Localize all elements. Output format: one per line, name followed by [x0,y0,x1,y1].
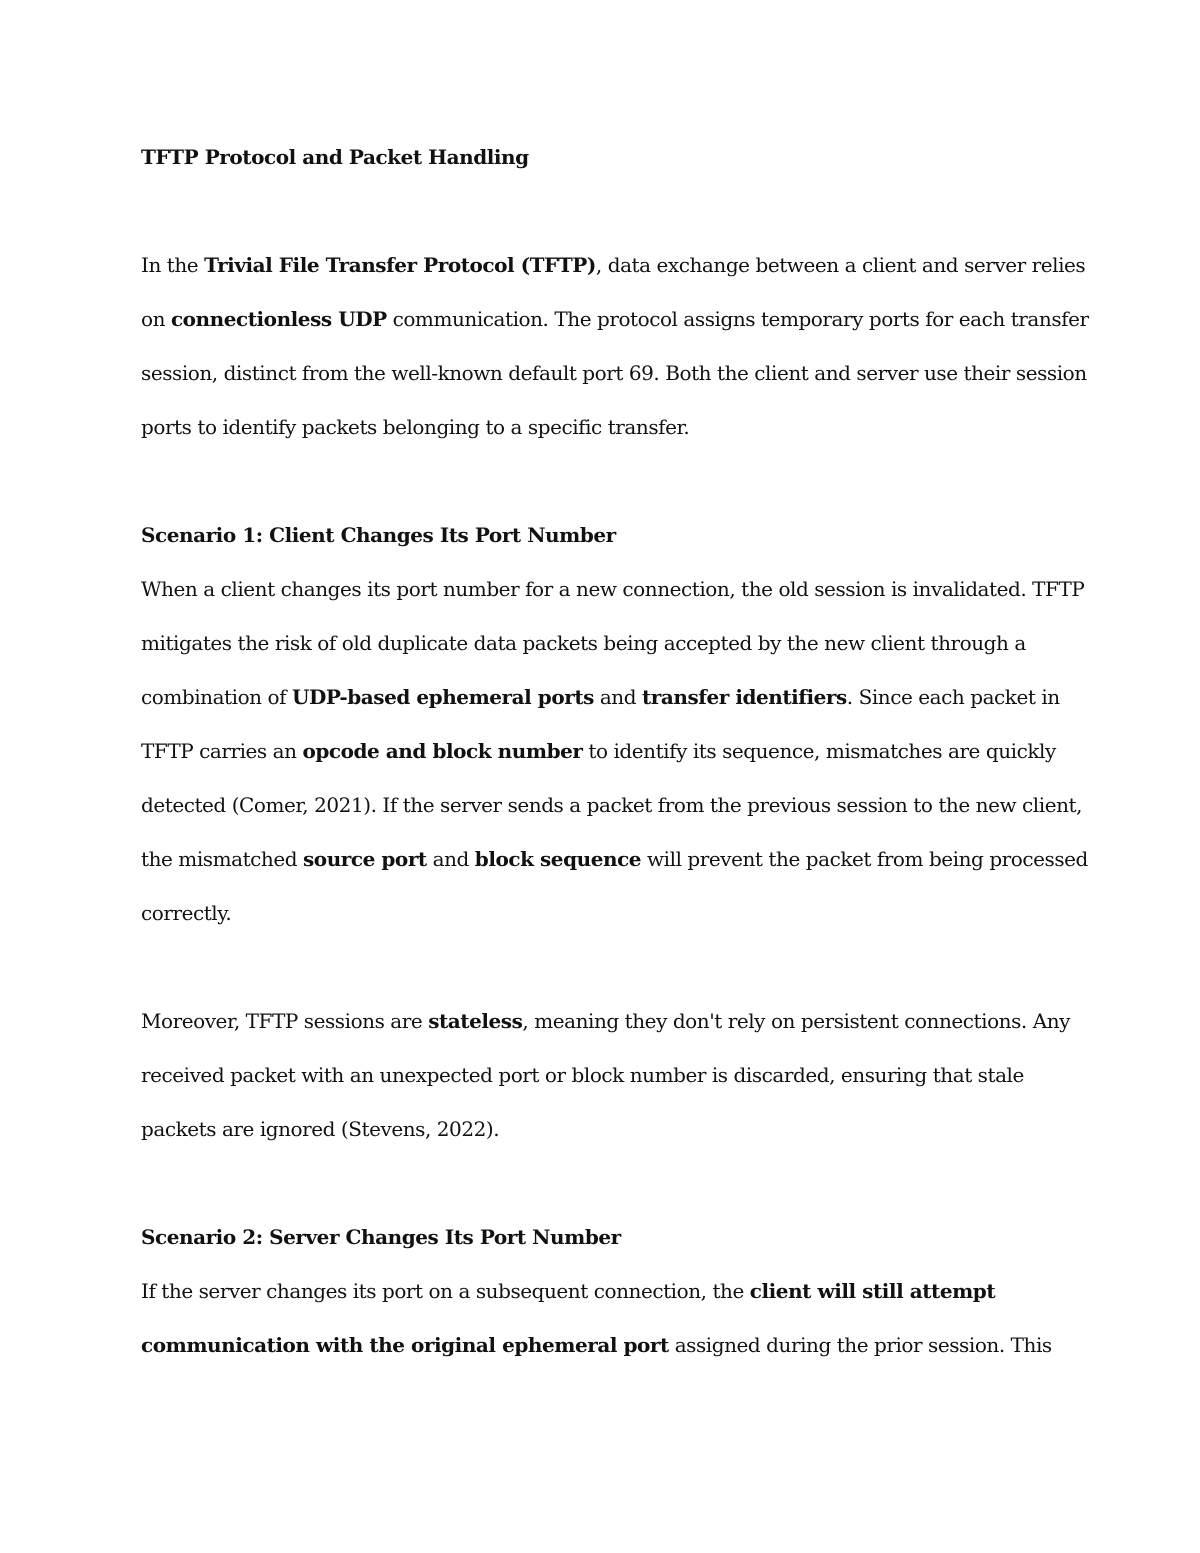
scenario1-p2-line-1: Moreover, TFTP sessions are stateless, meaning they don't rely on persistent connections. Any [141,1009,1070,1033]
spacer [141,940,1071,994]
intro-line-3: session, distinct from the well-known default port 69. Both the client and server use their session [141,361,1087,385]
scenario1-p1-line-7: correctly. [141,901,232,925]
scenario1-p1-line-2: mitigates the risk of old duplicate data packets being accepted by the new client through a [141,631,1026,655]
scenario2-p1-line-1: If the server changes its port on a subsequent connection, the client will still attempt [141,1279,996,1303]
spacer [141,1156,1071,1210]
scenario1-p1-line-6: the mismatched source port and block sequence will prevent the packet from being processed [141,847,1088,871]
scenario1-heading: Scenario 1: Client Changes Its Port Number [141,523,616,547]
scenario1-p1-line-5: detected (Comer, 2021). If the server sends a packet from the previous session to the new client, [141,793,1083,817]
scenario1-p1-line-4: TFTP carries an opcode and block number to identify its sequence, mismatches are quickly [141,739,1056,763]
scenario2-heading: Scenario 2: Server Changes Its Port Number [141,1225,621,1249]
intro-line-2: on connectionless UDP communication. The protocol assigns temporary ports for each transfer [141,307,1089,331]
scenario1-p2-line-3: packets are ignored (Stevens, 2022). [141,1117,500,1141]
spacer [141,454,1071,508]
intro-line-4: ports to identify packets belonging to a specific transfer. [141,415,690,439]
document-body [141,130,1089,1372]
scenario1-p1-line-3: combination of UDP-based ephemeral ports and transfer identifiers. Since each packet in [141,685,1060,709]
scenario2-p1-line-2: communication with the original ephemeral port assigned during the prior session. This [141,1333,1052,1357]
scenario1-p2-line-2: received packet with an unexpected port or block number is discarded, ensuring that stale [141,1063,1024,1087]
document-title: TFTP Protocol and Packet Handling [141,145,529,169]
spacer [141,184,1071,238]
intro-line-1: In the Trivial File Transfer Protocol (TFTP), data exchange between a client and server relies [141,253,1086,277]
scenario1-p1-line-1: When a client changes its port number for a new connection, the old session is invalidated. TFTP [141,577,1085,601]
